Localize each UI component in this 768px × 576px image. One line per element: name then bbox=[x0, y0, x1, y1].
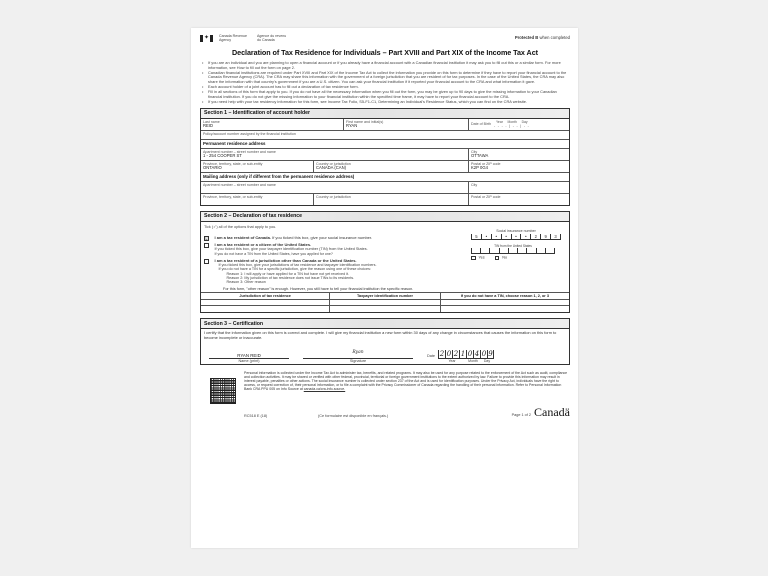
signature-label: Signature bbox=[349, 359, 367, 364]
opt1-rest: If you ticked this box, give your social insurance number. bbox=[270, 234, 373, 240]
tin-boxes bbox=[471, 248, 555, 254]
dob-label: Date of Birth bbox=[471, 122, 491, 127]
mail-city-label: City bbox=[471, 182, 478, 187]
perm-street-label: Apartment number – street number and name bbox=[203, 149, 276, 154]
policy-number-field[interactable] bbox=[201, 131, 569, 139]
perm-city-label: City bbox=[471, 149, 478, 154]
tick-instruction: Tick (✓) all of the options that apply to you. bbox=[204, 224, 277, 229]
last-name-value: REID bbox=[203, 122, 214, 128]
mail-country-field[interactable] bbox=[314, 194, 469, 205]
tin-cell[interactable] bbox=[330, 306, 440, 313]
last-name-field[interactable] bbox=[201, 119, 344, 130]
intro-item: • If you need help with your tax residency information for this form, see Income Tax Folio, S5-F1-C1, Determining an Individual's Residence Status, which you can find on the CRA website. bbox=[202, 100, 570, 105]
printed-name-field[interactable] bbox=[209, 353, 289, 364]
canada-flag-icon: ✦ bbox=[200, 35, 213, 42]
mail-city-field[interactable] bbox=[469, 182, 569, 193]
signature-row bbox=[201, 342, 569, 364]
first-name-label: First name and initial(s) bbox=[346, 119, 384, 124]
option-other-jurisdiction bbox=[201, 259, 569, 285]
jurisdiction-header: Jurisdiction of tax residence bbox=[201, 292, 330, 299]
perm-province-field[interactable] bbox=[201, 161, 314, 172]
first-name-field[interactable] bbox=[344, 119, 469, 130]
perm-postal-value: K2P 0G4 bbox=[471, 164, 488, 170]
section-2 bbox=[200, 211, 570, 313]
date-digit: 4 bbox=[474, 350, 480, 359]
day-caption: Day bbox=[483, 359, 491, 364]
info-source-link[interactable]: canada.ca/cra-info-source. bbox=[303, 387, 346, 392]
qr-code-icon bbox=[210, 378, 236, 404]
reason-1: Reason 1: I will apply or have applied for a TIN but have not yet received it. bbox=[226, 271, 350, 276]
opt3-bold: I am a tax resident of a jurisdiction other than Canada or the United States. bbox=[214, 257, 357, 263]
section-3 bbox=[200, 318, 570, 365]
perm-postal-field[interactable] bbox=[469, 161, 569, 172]
printed-name-label: Name (print) bbox=[238, 359, 260, 364]
sin-digit: 3 bbox=[550, 234, 561, 239]
permanent-address-heading: Permanent residence address bbox=[201, 140, 569, 149]
opt2-sub: If you ticked this box, give your taxpayer identification number (TIN) from the United States. bbox=[214, 247, 368, 252]
mail-province-label: Province, territory, state, or sub-entity bbox=[203, 194, 263, 199]
opt3-line1: If you ticked this box, give your jurisdictions of tax residence and taxpayer identification numbers. bbox=[218, 263, 377, 268]
reason-header: If you do not have a TIN, choose reason 1, 2, or 3 bbox=[440, 292, 569, 299]
opt2-sub2: If you do not have a TIN from the United States, have you applied for one? bbox=[214, 251, 333, 256]
tin-header: Taxpayer identification number bbox=[330, 292, 440, 299]
section-3-title: Section 3 – Certification bbox=[201, 319, 569, 329]
jurisdiction-cell[interactable] bbox=[201, 306, 330, 313]
date-digit: 1 bbox=[460, 350, 466, 359]
intro-item: • Fill in all sections of this form that apply to you. If you do not have all the necessary information when you fill out the form, you may be given up to 90 days to give the missing information to your Canadian financial institution. If you do not give the missing information to your financial institution within the specified time frame, it may have to report your financial account to the CRA. bbox=[202, 90, 570, 99]
sin-digit: 2 bbox=[530, 234, 540, 239]
page-bottom bbox=[200, 407, 570, 418]
month-caption: Month bbox=[468, 359, 478, 364]
date-label: Date bbox=[427, 354, 436, 359]
form-number: RC518 E (18) bbox=[244, 414, 268, 419]
perm-city-field[interactable] bbox=[469, 149, 569, 160]
sin-digit: • bbox=[511, 234, 521, 239]
protected-b: Protected B bbox=[514, 35, 539, 40]
date-field[interactable] bbox=[427, 350, 494, 363]
agency-name-en: Canada Revenue Agency bbox=[219, 34, 248, 42]
first-name-value: RYAN bbox=[346, 122, 358, 128]
mail-province-field[interactable] bbox=[201, 194, 314, 205]
protected-label bbox=[515, 35, 570, 40]
perm-country-field[interactable] bbox=[314, 161, 469, 172]
date-digit: 0 bbox=[446, 350, 452, 359]
french-availability: (Ce formulaire est disponible en français.) bbox=[318, 414, 389, 419]
reason-cell[interactable] bbox=[440, 306, 569, 313]
perm-postal-label: Postal or ZIP code bbox=[471, 161, 501, 166]
mail-street-field[interactable] bbox=[201, 182, 469, 193]
certification-text: I certify that the information given on this form is correct and complete. I will give my financial institution a new form within 30 days of any change in circumstances that causes the information on this form to become incomplete or inaccurate. bbox=[204, 330, 557, 340]
option-canada-resident bbox=[201, 228, 569, 242]
intro-item: • Each account holder of a joint account has to fill out a declaration of tax residence form. bbox=[202, 85, 570, 90]
perm-street-value: 1 - 254 COOPER ST bbox=[203, 152, 242, 158]
last-name-label: Last name bbox=[203, 119, 220, 124]
section-2-title: Section 2 – Declaration of tax residence bbox=[201, 212, 569, 222]
date-digit: 2 bbox=[439, 350, 445, 359]
dob-day-label: Day bbox=[521, 120, 528, 125]
policy-number-label: Policy/account number assigned by the financial institution bbox=[203, 131, 296, 136]
sin-digit: • bbox=[501, 234, 511, 239]
other-reason-note: For this form, "other reason" is enough. However, you still have to tell your financial institution the specific reason. bbox=[223, 286, 414, 291]
intro-item: • Canadian financial institutions are required under Part XVIII and Part XIX of the Income Tax Act to collect the information you provide on this form to determine if they have to report your financial account to the Canada Revenue Agency (CRA). The CRA may share this information with the government of a foreign jurisdiction that you are resident of for tax purposes. In the case of the United States, the CRA may also share the information with that country's government if you are a U.S. citizen. You can ask your financial institution if it reported your financial account to the CRA and what information it gave. bbox=[202, 71, 570, 85]
reason-3: Reason 3: Other reason bbox=[226, 280, 266, 285]
canada-wordmark-logo: Canadä bbox=[534, 405, 570, 420]
intro-item: • If you are an individual and you are planning to open a financial account or if you already have a financial account with a Canadian financial institution it may ask you to fill out this or a similar form. For more information, see How to fill out the form on page 2. bbox=[202, 61, 570, 70]
signature-field[interactable] bbox=[303, 348, 413, 364]
opt1-bold: I am a tax resident of Canada. bbox=[214, 234, 271, 240]
mailing-address-heading: Mailing address (only if different from the permanent residence address) bbox=[201, 173, 569, 182]
date-of-birth-field[interactable] bbox=[469, 119, 569, 130]
sin-digit: • bbox=[481, 234, 491, 239]
signature-value: Ryan bbox=[303, 348, 413, 360]
other-jurisdiction-checkbox[interactable] bbox=[204, 259, 209, 264]
perm-province-label: Province, territory, state, or sub-entity bbox=[203, 161, 263, 166]
sin-digit: 5 bbox=[471, 234, 481, 239]
protected-rest: when completed bbox=[538, 35, 570, 40]
sin-digit: • bbox=[491, 234, 501, 239]
sin-label: Social insurance number bbox=[496, 228, 536, 233]
privacy-notice bbox=[244, 371, 570, 404]
mail-country-label: Country or jurisdiction bbox=[316, 194, 351, 199]
perm-city-value: OTTAWA bbox=[471, 152, 489, 158]
yes-label: Yes bbox=[478, 255, 485, 260]
dob-month-label: Month bbox=[507, 120, 517, 125]
mail-postal-label: Postal or ZIP code bbox=[471, 194, 501, 199]
date-digit: 9 bbox=[488, 350, 493, 359]
intro-list bbox=[200, 61, 570, 105]
section-1 bbox=[200, 108, 570, 206]
dob-boxes: - - - - | - - | - - bbox=[493, 124, 530, 129]
date-digit: 0 bbox=[467, 350, 473, 359]
date-digit: 0 bbox=[481, 350, 487, 359]
mail-street-label: Apartment number – street number and name bbox=[203, 182, 276, 187]
jurisdiction-table bbox=[201, 292, 569, 313]
year-caption: Year bbox=[448, 359, 456, 364]
opt2-bold: I am a tax resident or a citizen of the United States. bbox=[214, 241, 312, 247]
opt3-line2: If you do not have a TIN for a specific jurisdiction, give the reason using one of these choices: bbox=[218, 267, 371, 272]
reason-2: Reason 2: My jurisdiction of tax residence does not issue TINs to its residents. bbox=[226, 275, 355, 280]
tin-label: TIN from the United States bbox=[494, 243, 532, 248]
sin-digit: • bbox=[520, 234, 530, 239]
sin-digit: 9 bbox=[540, 234, 550, 239]
form-title: Declaration of Tax Residence for Individuals – Part XVIII and Part XIX of the Income Tax Act bbox=[231, 48, 538, 57]
perm-street-field[interactable] bbox=[201, 149, 469, 160]
form-page bbox=[191, 28, 578, 548]
sin-field[interactable] bbox=[471, 229, 561, 240]
agency-name-fr: Agence du revenu du Canada bbox=[257, 34, 287, 42]
date-digit: 2 bbox=[453, 350, 459, 359]
table-row bbox=[201, 306, 569, 313]
form-header bbox=[200, 34, 570, 46]
sin-boxes bbox=[471, 234, 561, 240]
perm-province-value: ONTARIO bbox=[203, 164, 222, 170]
perm-country-value: CANADA (CAN) bbox=[316, 164, 347, 170]
section-1-title: Section 1 – Identification of account holder bbox=[201, 109, 569, 119]
page-number: Page 1 of 2 bbox=[511, 413, 532, 418]
printed-name-value: RYAN REID bbox=[209, 353, 289, 360]
no-label: No bbox=[502, 255, 508, 260]
dob-year-label: Year bbox=[495, 120, 503, 125]
canada-resident-checkbox[interactable]: ☑ bbox=[205, 236, 209, 242]
privacy-footer bbox=[200, 371, 570, 404]
us-resident-checkbox[interactable] bbox=[204, 243, 209, 248]
mail-postal-field[interactable] bbox=[469, 194, 569, 205]
privacy-text: Personal information is collected under the Income Tax Act to administer tax, benefits, and related programs. It may also be used for any purpose related to the enforcement of the Act such as audit, compliance and collection activities. It may be shared or verified with other federal, provincial, territorial or foreign government institutions to the extent authorized by law. Failure to provide this information may result in interest payable, penalties or other actions. The social insurance number is collected under section 237 of the Act and is used for identification purposes. Under the Privacy Act, individuals have the right to access, or request correction of, their personal information, or to file a complaint with the Privacy Commissioner of Canada regarding the handling of their personal information. Refer to Personal Information Bank CRA PPU 005 on Info Source at bbox=[244, 371, 568, 392]
perm-country-label: Country or jurisdiction bbox=[316, 161, 351, 166]
